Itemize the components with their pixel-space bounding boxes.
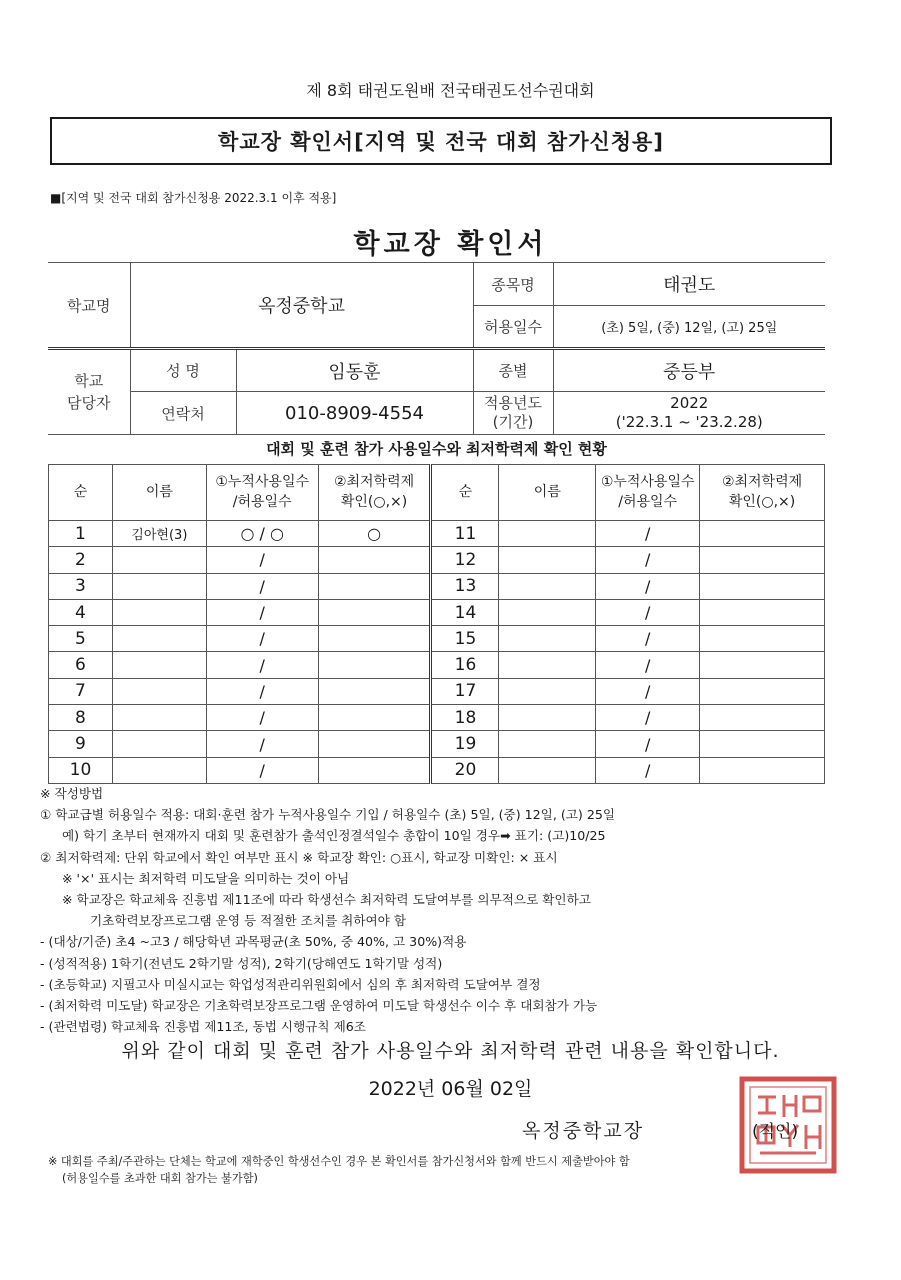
event-label: 종목명 — [473, 263, 553, 306]
year-cell — [553, 392, 825, 435]
student-name — [112, 705, 206, 731]
row-number: 5 — [49, 626, 113, 652]
grade-check — [700, 521, 825, 547]
document-title: 학교장 확인서 — [353, 229, 548, 260]
days-used: / — [596, 626, 700, 652]
row-number: 10 — [49, 757, 113, 783]
contact-label: 연락처 — [130, 392, 236, 435]
header-grade: ②최저학력제 확인(○,×) — [318, 465, 431, 521]
student-name — [499, 757, 596, 783]
instruction-line: - (초등학교) 지필고사 미실시교는 학업성적관리위원회에서 심의 후 최저학력 도달여부 결정 — [40, 976, 541, 992]
grade-check — [318, 547, 431, 573]
table-row — [49, 626, 825, 652]
grade-check — [318, 652, 431, 678]
instructions-heading: ※ 작성방법 — [40, 786, 104, 801]
days-used: / — [596, 547, 700, 573]
row-number: 14 — [431, 599, 499, 625]
instruction-line: ① 학교급별 허용일수 적용: 대회·훈련 참가 누적사용일수 기입 / 허용일수 (초) 5일, (중) 12일, (고) 25일 — [40, 807, 616, 823]
instruction-line: ※ 학교장은 학교체육 진흥법 제11조에 따라 학생선수 최저학력 도달여부를 의무적으로 확인하고 — [62, 892, 591, 908]
school-name: 옥정중학교 — [130, 263, 473, 349]
row-number: 7 — [49, 678, 113, 704]
name-label: 성 명 — [130, 349, 236, 392]
student-name — [499, 678, 596, 704]
student-name — [499, 705, 596, 731]
table-row — [49, 547, 825, 573]
info-table — [48, 262, 825, 435]
type-value: 중등부 — [553, 349, 825, 392]
school-label: 학교명 — [48, 263, 130, 349]
days-used: / — [596, 705, 700, 731]
table-row — [49, 705, 825, 731]
row-number: 18 — [431, 705, 499, 731]
student-name — [112, 757, 206, 783]
student-name — [112, 547, 206, 573]
table-row — [49, 757, 825, 783]
instructions — [40, 783, 830, 1037]
grade-check — [700, 573, 825, 599]
grade-check — [318, 626, 431, 652]
row-number: 19 — [431, 731, 499, 757]
principal-title: 옥정중학교장 — [522, 1120, 645, 1142]
grade-check — [318, 731, 431, 757]
instruction-line: ※ '×' 표시는 최저학력 미도달을 의미하는 것이 아님 — [62, 870, 350, 886]
grade-check — [700, 731, 825, 757]
header-name: 이름 — [112, 465, 206, 521]
days-used: / — [206, 599, 318, 625]
confirmation-statement: 위와 같이 대회 및 훈련 참가 사용일수와 최저학력 관련 내용을 확인합니다. — [121, 1040, 780, 1062]
footnote-line: ※ 대회를 주최/주관하는 단체는 학교에 재학중인 학생선수인 경우 본 확인서를 참가신청서와 함께 반드시 제출받아야 함 — [48, 1155, 630, 1168]
student-name — [499, 573, 596, 599]
row-number: 13 — [431, 573, 499, 599]
grade-check — [700, 547, 825, 573]
seal-label: (직인) — [752, 1122, 799, 1142]
days-used: ○ / ○ — [206, 521, 318, 547]
row-number: 11 — [431, 521, 499, 547]
grade-check — [318, 705, 431, 731]
days-used: / — [596, 652, 700, 678]
days-used: / — [206, 731, 318, 757]
days-used: / — [206, 547, 318, 573]
grade-check — [318, 599, 431, 625]
contact-value: 010-8909-4554 — [236, 392, 473, 435]
days-used: / — [206, 573, 318, 599]
header-days: ①누적사용일수 /허용일수 — [206, 465, 318, 521]
row-number: 2 — [49, 547, 113, 573]
row-number: 17 — [431, 678, 499, 704]
student-name — [499, 599, 596, 625]
days-value: (초) 5일, (중) 12일, (고) 25일 — [553, 306, 825, 349]
student-name: 김아현(3) — [112, 521, 206, 547]
instruction-line: ② 최저학력제: 단위 학교에서 확인 여부만 표시 ※ 학교장 확인: ○표시, 학교장 미확인: × 표시 — [40, 849, 558, 865]
footnote — [48, 1153, 848, 1187]
student-name — [112, 678, 206, 704]
grade-check — [700, 757, 825, 783]
table-row — [49, 652, 825, 678]
roster-table — [48, 464, 825, 784]
grade-check — [700, 599, 825, 625]
issue-date: 2022년 06월 02일 — [368, 1078, 533, 1100]
form-title: 학교장 확인서[지역 및 전국 대회 참가신청용] — [50, 117, 832, 165]
table-row — [49, 731, 825, 757]
header-days: ①누적사용일수 /허용일수 — [596, 465, 700, 521]
days-used: / — [206, 757, 318, 783]
row-number: 15 — [431, 626, 499, 652]
student-name — [499, 521, 596, 547]
days-label: 허용일수 — [473, 306, 553, 349]
days-used: / — [206, 652, 318, 678]
table-row — [49, 573, 825, 599]
days-used: / — [596, 731, 700, 757]
row-number: 8 — [49, 705, 113, 731]
event-value: 태권도 — [553, 263, 825, 306]
instruction-line: 기초학력보장프로그램 운영 등 적절한 조치를 취하여야 함 — [90, 913, 406, 929]
days-used: / — [596, 521, 700, 547]
footnote-line: (허용일수를 초과한 대회 참가는 불가함) — [62, 1172, 258, 1185]
grade-check — [318, 757, 431, 783]
days-used: / — [206, 678, 318, 704]
grade-check — [318, 573, 431, 599]
days-used: / — [206, 705, 318, 731]
row-number: 9 — [49, 731, 113, 757]
student-name — [112, 626, 206, 652]
student-name — [499, 652, 596, 678]
year-value: 2022 — [670, 393, 709, 412]
row-number: 16 — [431, 652, 499, 678]
grade-check — [318, 678, 431, 704]
days-used: / — [596, 573, 700, 599]
instruction-line: - (관련법령) 학교체육 진흥법 제11조, 동법 시행규칙 제6조 — [40, 1019, 366, 1035]
staff-name: 임동훈 — [236, 349, 473, 392]
grade-check — [700, 626, 825, 652]
days-used: / — [596, 599, 700, 625]
staff-label: 학교 담당자 — [48, 349, 130, 435]
row-number: 12 — [431, 547, 499, 573]
table-row — [49, 521, 825, 547]
table-row — [49, 599, 825, 625]
grade-check — [700, 652, 825, 678]
header-no: 순 — [431, 465, 499, 521]
student-name — [112, 731, 206, 757]
year-label: 적용년도 (기간) — [473, 392, 553, 435]
row-number: 20 — [431, 757, 499, 783]
instruction-line: 예) 학기 초부터 현재까지 대회 및 훈련참가 출석인정결석일수 총합이 10일 경우➡ 표기: (고)10/25 — [62, 828, 606, 844]
student-name — [112, 599, 206, 625]
header-grade: ②최저학력제 확인(○,×) — [700, 465, 825, 521]
instruction-line: - (성적적용) 1학기(전년도 2학기말 성적), 2학기(당해연도 1학기말 성적) — [40, 955, 443, 971]
apply-note: ■[지역 및 전국 대회 참가신청용 2022.3.1 이후 적용] — [50, 191, 337, 205]
row-number: 4 — [49, 599, 113, 625]
row-number: 1 — [49, 521, 113, 547]
student-name — [112, 652, 206, 678]
instruction-line: - (최저학력 미도달) 학교장은 기초학력보장프로그램 운영하여 미도달 학생선수 이수 후 대회참가 가능 — [40, 998, 598, 1014]
roster-title: 대회 및 훈련 참가 사용일수와 최저학력제 확인 현황 — [266, 440, 607, 458]
row-number: 6 — [49, 652, 113, 678]
grade-check: ○ — [318, 521, 431, 547]
year-period: ('22.3.1 ~ '23.2.28) — [615, 413, 763, 431]
type-label: 종별 — [473, 349, 553, 392]
header-name: 이름 — [499, 465, 596, 521]
days-used: / — [206, 626, 318, 652]
header-no: 순 — [49, 465, 113, 521]
student-name — [499, 731, 596, 757]
student-name — [112, 573, 206, 599]
instruction-line: - (대상/기준) 초4 ~고3 / 해당학년 과목평균(초 50%, 중 40%, 고 30%)적용 — [40, 934, 467, 950]
grade-check — [700, 678, 825, 704]
student-name — [499, 547, 596, 573]
table-row — [49, 678, 825, 704]
days-used: / — [596, 678, 700, 704]
row-number: 3 — [49, 573, 113, 599]
student-name — [499, 626, 596, 652]
event-title: 제 8회 태권도원배 전국태권도선수권대회 — [306, 81, 595, 100]
grade-check — [700, 705, 825, 731]
days-used: / — [596, 757, 700, 783]
